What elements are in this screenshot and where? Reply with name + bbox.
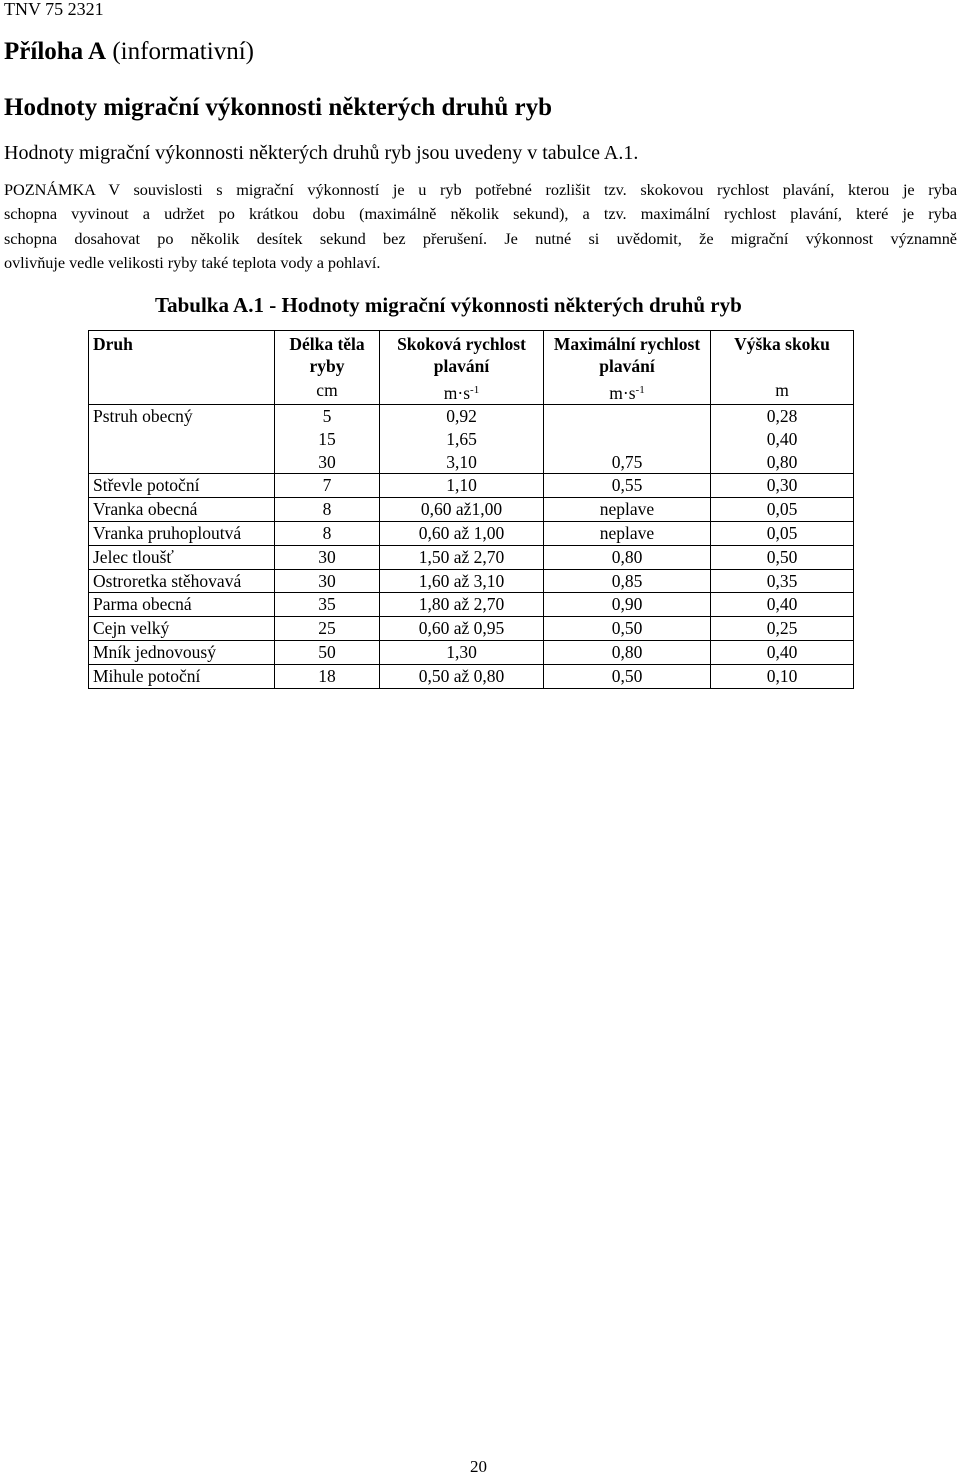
table-row [89,640,854,664]
cell-species: Jelec tloušť [89,545,275,569]
cell-burst-speed [380,405,544,474]
unit-max-base: m·s [609,383,636,403]
unit-max-speed [544,377,711,405]
cell-species: Parma obecná [89,593,275,617]
table-caption: Tabulka A.1 - Hodnoty migrační výkonnosti některých druhů ryb [155,293,742,317]
cell-length: 18 [275,664,380,688]
cell-max-speed: neplave [544,498,711,522]
intro-paragraph: Hodnoty migrační výkonnosti některých druhů ryb jsou uvedeny v tabulce A.1. [4,142,639,164]
cell-length: 8 [275,498,380,522]
cell-jump-height: 0,40 [711,640,854,664]
cell-max-speed: 0,50 [544,617,711,641]
table-row [89,405,854,474]
cell-burst-speed: 0,50 až 0,80 [380,664,544,688]
cell-jump-height: 0,35 [711,569,854,593]
cell-species: Vranka obecná [89,498,275,522]
note-paragraph [4,178,957,275]
table-row [89,569,854,593]
cell-line: 3,10 [446,451,477,472]
cell-line: 0,40 [766,428,798,449]
cell-length: 30 [275,545,380,569]
note-line: POZNÁMKA V souvislosti s migrační výkonností je u ryb potřebné rozlišit tzv. skokovou rychlost plavání, kterou je ryba [4,180,957,199]
cell-species: Cejn velký [89,617,275,641]
annex-title-bold: Příloha A [4,38,107,65]
cell-line: 1,65 [446,428,477,449]
document-code: TNV 75 2321 [4,0,104,19]
cell-jump-height: 0,10 [711,664,854,688]
cell-line: 30 [318,451,336,472]
unit-max-exp: -1 [635,384,645,396]
unit-length: cm [275,377,380,405]
cell-line: 0,28 [766,406,798,426]
unit-burst-speed [380,377,544,405]
cell-jump-height: 0,40 [711,593,854,617]
table-row [89,474,854,498]
cell-jump-height: 0,30 [711,474,854,498]
table-row [89,664,854,688]
cell-line: 0,75 [611,451,643,472]
cell-burst-speed: 0,60 až 0,95 [380,617,544,641]
cell-jump-height: 0,50 [711,545,854,569]
table-row [89,498,854,522]
cell-length: 50 [275,640,380,664]
cell-species: Mník jednovousý [89,640,275,664]
table-row [89,593,854,617]
cell-jump-height: 0,05 [711,521,854,545]
cell-length: 8 [275,521,380,545]
migration-table [88,330,854,689]
cell-line: 0,92 [446,406,477,426]
cell-burst-speed: 1,30 [380,640,544,664]
header-burst-speed: Skoková rychlost plavání [380,331,544,378]
cell-length [275,405,380,474]
cell-max-speed: 0,50 [544,664,711,688]
cell-jump-height [711,405,854,474]
cell-length: 30 [275,569,380,593]
cell-max-speed: neplave [544,521,711,545]
unit-burst-base: m·s [443,383,471,403]
section-title: Hodnoty migrační výkonnosti některých druhů ryb [4,94,552,121]
cell-max-speed: 0,85 [544,569,711,593]
cell-max-speed: 0,90 [544,593,711,617]
cell-species: Střevle potoční [89,474,275,498]
annex-title-rest: (informativní) [106,38,254,65]
unit-burst-exp: -1 [470,384,480,396]
page-number: 20 [470,1457,487,1476]
cell-max-speed [544,405,711,474]
annex-title [4,38,254,66]
table-row [89,617,854,641]
cell-burst-speed: 1,60 až 3,10 [380,569,544,593]
cell-line [548,428,706,451]
cell-burst-speed: 1,80 až 2,70 [380,593,544,617]
header-species: Druh [89,331,275,378]
cell-length: 25 [275,617,380,641]
note-line: schopna dosahovat po několik desítek sekund bez přerušení. Je nutné si uvědomit, že migrační výkonnost významně [4,228,957,248]
note-line: schopna vyvinout a udržet po krátkou dobu (maximálně několik sekund), a tzv. maximální rychlost plavání, které je ryba [4,204,957,224]
header-jump-height: Výška skoku [711,331,854,378]
header-max-speed: Maximální rychlost plavání [544,331,711,378]
unit-species [89,377,275,405]
cell-burst-speed: 1,50 až 2,70 [380,545,544,569]
cell-line: 15 [318,428,336,449]
cell-line: 0,80 [766,451,798,472]
cell-line [548,405,706,428]
cell-burst-speed: 0,60 až 1,00 [380,521,544,545]
cell-jump-height: 0,25 [711,617,854,641]
cell-species: Vranka pruhoploutvá [89,521,275,545]
cell-species: Ostroretka stěhovavá [89,569,275,593]
cell-burst-speed: 0,60 až1,00 [380,498,544,522]
cell-length: 7 [275,474,380,498]
unit-jump-height: m [711,377,854,405]
cell-species: Pstruh obecný [89,405,275,474]
cell-species: Mihule potoční [89,664,275,688]
table-body [89,474,854,688]
table-row [89,545,854,569]
cell-max-speed: 0,55 [544,474,711,498]
note-line: ovlivňuje vedle velikosti ryby také teplota vody a pohlaví. [4,252,381,272]
header-length: Délka těla ryby [275,331,380,378]
cell-max-speed: 0,80 [544,640,711,664]
cell-line: 5 [322,406,332,426]
table-row [89,521,854,545]
cell-jump-height: 0,05 [711,498,854,522]
cell-length: 35 [275,593,380,617]
cell-burst-speed: 1,10 [380,474,544,498]
cell-max-speed: 0,80 [544,545,711,569]
